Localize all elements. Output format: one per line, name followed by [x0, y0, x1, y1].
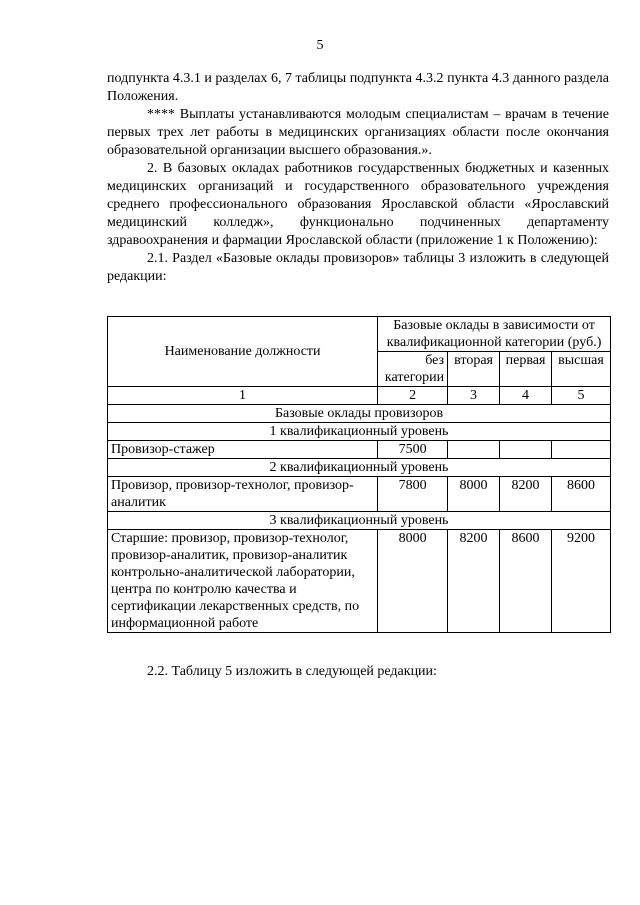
value-cell: [448, 441, 500, 459]
salary-table: [107, 316, 611, 633]
num-cell: 5: [552, 387, 611, 405]
paragraph-1: подпункта 4.3.1 и разделах 6, 7 таблицы подпункта 4.3.2 пункта 4.3 данного раздела Положения.: [107, 71, 609, 104]
paragraph-2: **** Выплаты устанавливаются молодым специалистам – врачам в течение первых трех лет работы в медицинских организациях области после окончания образовательной организации высшего образования.».: [107, 107, 609, 158]
table-row: [108, 477, 611, 512]
col-first: первая: [500, 352, 552, 387]
level-title-row: [108, 423, 611, 441]
num-cell: 1: [108, 387, 378, 405]
value-cell: 8200: [448, 530, 500, 633]
level-title: 3 квалификационный уровень: [108, 512, 611, 530]
col-highest: высшая: [552, 352, 611, 387]
value-cell: 8200: [500, 477, 552, 512]
value-cell: 8600: [552, 477, 611, 512]
position-cell: Провизор-стажер: [108, 441, 378, 459]
value-cell: 8600: [500, 530, 552, 633]
position-cell: Старшие: провизор, провизор-технолог, провизор-аналитик, провизор-аналитик контрольно-аналитической лаборатории, центра по контролю качества и сертификации лекарственных средств, по информационной работе: [108, 530, 378, 633]
section-title: Базовые оклады провизоров: [108, 405, 611, 423]
paragraph-4: 2.1. Раздел «Базовые оклады провизоров» таблицы 3 изложить в следующей редакции:: [107, 251, 609, 284]
numbering-row: [108, 387, 611, 405]
page-number: 5: [316, 38, 324, 53]
num-cell: 4: [500, 387, 552, 405]
body-text: [107, 70, 609, 286]
level-title-row: [108, 512, 611, 530]
value-cell: 7500: [378, 441, 448, 459]
num-cell: 2: [378, 387, 448, 405]
level-title: 2 квалификационный уровень: [108, 459, 611, 477]
value-cell: 8000: [448, 477, 500, 512]
value-cell: [552, 441, 611, 459]
header-position: Наименование должности: [108, 317, 378, 387]
level-title-row: [108, 459, 611, 477]
num-cell: 3: [448, 387, 500, 405]
value-cell: 9200: [552, 530, 611, 633]
value-cell: 8000: [378, 530, 448, 633]
paragraph-3: 2. В базовых окладах работников государственных бюджетных и казенных медицинских организаций и государственного образовательного учреждения среднего профессионального образования Ярославской области «Ярославский медицинский колледж», функционально подчиненных департаменту здравоохранения и фармации Ярославской области (приложение 1 к Положению):: [107, 161, 609, 248]
value-cell: 7800: [378, 477, 448, 512]
value-cell: [500, 441, 552, 459]
section-title-row: [108, 405, 611, 423]
position-cell: Провизор, провизор-технолог, провизор-аналитик: [108, 477, 378, 512]
closing-paragraph: 2.2. Таблицу 5 изложить в следующей редакции:: [147, 664, 437, 679]
level-title: 1 квалификационный уровень: [108, 423, 611, 441]
header-row: [108, 317, 611, 352]
col-no-category: без категории: [378, 352, 448, 387]
col-second: вторая: [448, 352, 500, 387]
table-row: [108, 530, 611, 633]
table-row: [108, 441, 611, 459]
header-group: Базовые оклады в зависимости от квалификационной категории (руб.): [378, 317, 611, 352]
